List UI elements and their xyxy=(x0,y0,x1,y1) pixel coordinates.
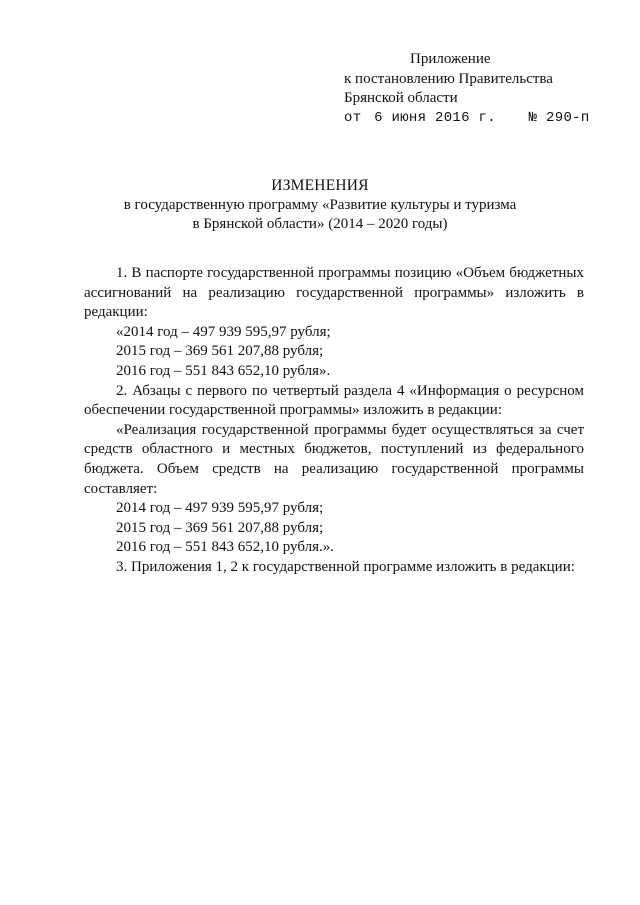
budget-line: 2014 год – 497 939 595,97 рубля; xyxy=(116,500,324,517)
budget-line: 2016 год – 551 843 652,10 рубля». xyxy=(116,362,331,379)
budget-line: 2015 год – 369 561 207,88 рубля; xyxy=(116,519,324,536)
budget-line: «2014 год – 497 939 595,97 рубля; xyxy=(116,323,331,340)
document-heading xyxy=(0,176,640,235)
paragraph-2: 2. Абзацы с первого по четвертый раздела 4 «Информация о ресурсном обеспечении государственной программы» изложить в редакции: xyxy=(84,382,584,419)
paragraph-3: 3. Приложения 1, 2 к государственной программе изложить в редакции: xyxy=(116,558,575,575)
date-value: 6 июня 2016 г. xyxy=(374,109,496,126)
document-body xyxy=(84,264,584,578)
budget-line: 2015 год – 369 561 207,88 рубля; xyxy=(116,343,324,360)
paragraph-2-quote: «Реализация государственной программы будет осуществляться за счет средств областного и местных бюджетов, поступлений из федерального бюджета. Объем средств на реализацию государственной программы составляет: xyxy=(84,421,584,497)
appendix-block xyxy=(344,50,590,128)
appendix-title: Приложение xyxy=(410,51,491,67)
heading-line-1: в государственную программу «Развитие культуры и туризма xyxy=(123,196,517,213)
heading-line-2: в Брянской области» (2014 – 2020 годы) xyxy=(192,216,448,232)
appendix-date-line xyxy=(344,109,590,129)
paragraph-1: 1. В паспорте государственной программы позицию «Объем бюджетных ассигнований на реализацию государственной программы» изложить в редакции: xyxy=(84,265,584,321)
appendix-line-resolution: к постановлению Правительства xyxy=(344,70,553,87)
document-number: № 290-п xyxy=(528,109,590,126)
budget-line: 2016 год – 551 843 652,10 рубля.». xyxy=(116,539,334,556)
appendix-line-region: Брянской области xyxy=(344,90,458,106)
heading-title: ИЗМЕНЕНИЯ xyxy=(271,177,369,194)
date-prefix: от xyxy=(344,109,362,126)
